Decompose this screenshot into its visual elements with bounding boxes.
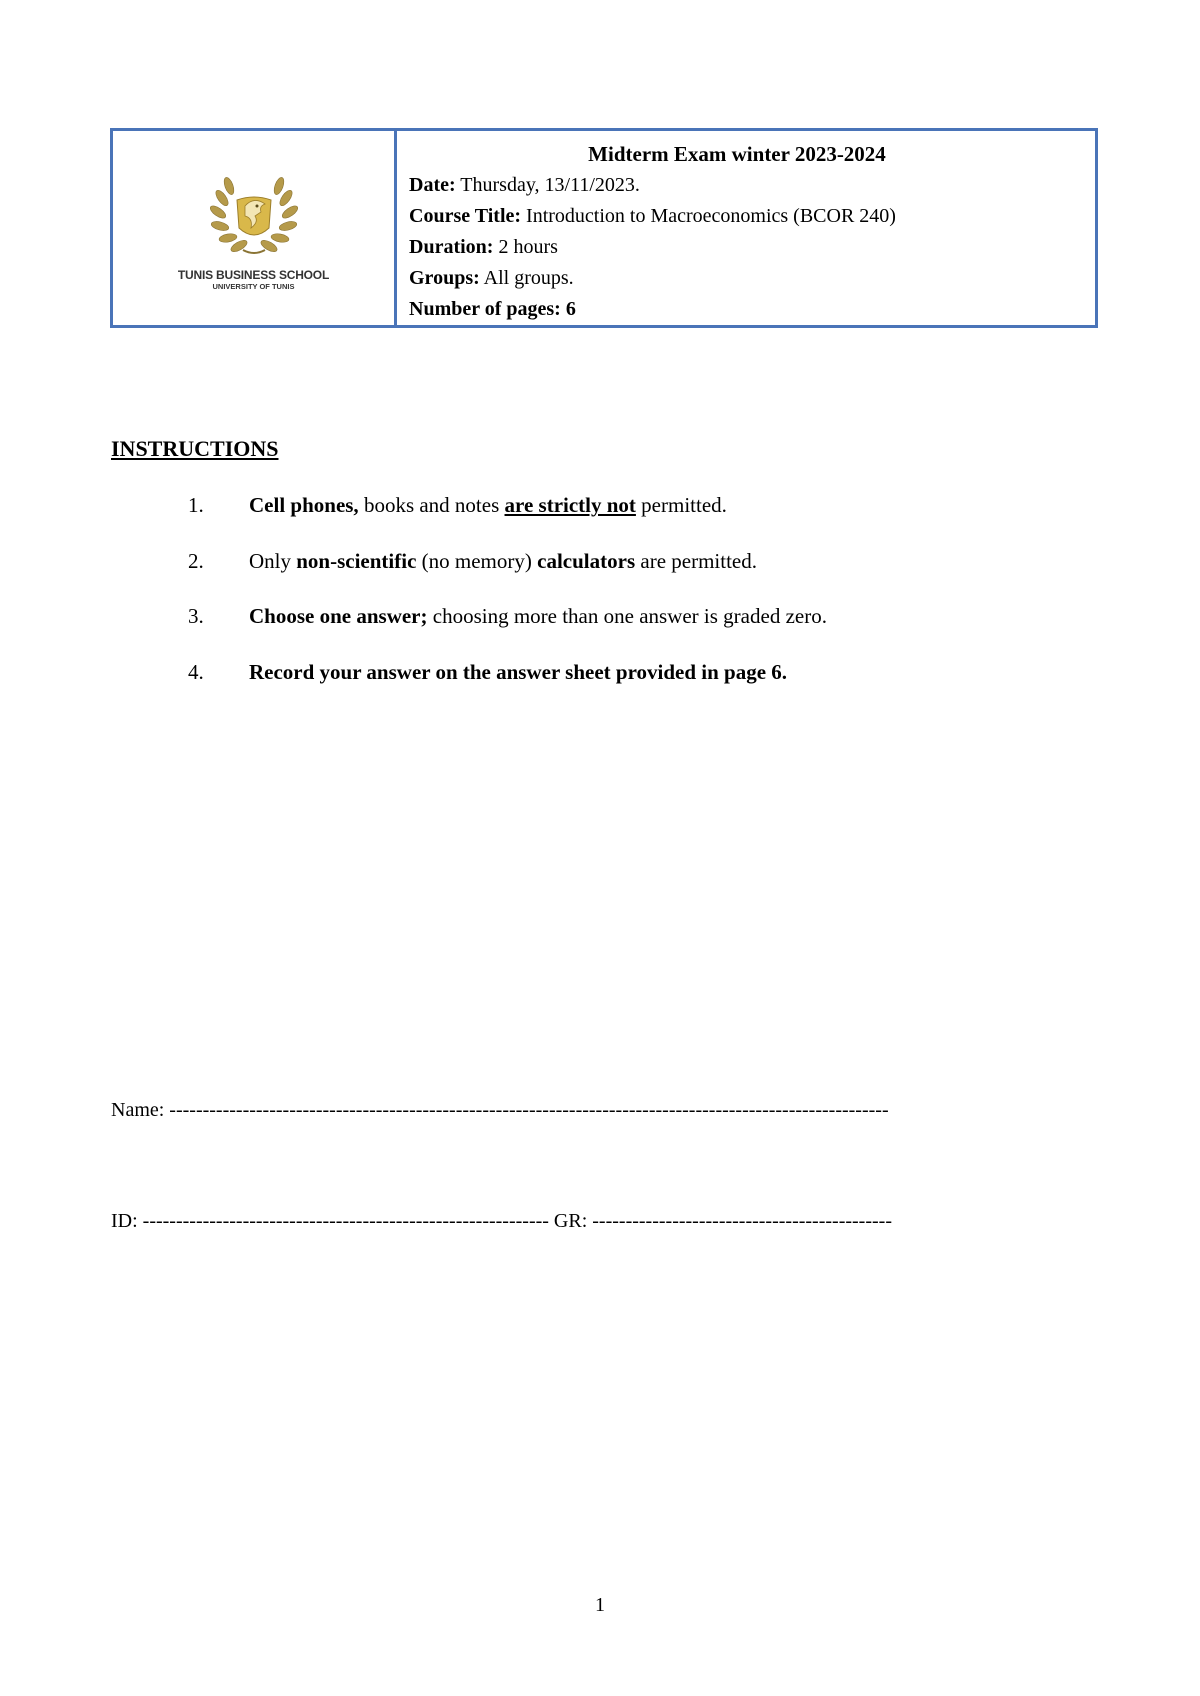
instruction-number: 2. [188,549,204,573]
instructions-heading: INSTRUCTIONS [111,436,279,461]
name-field[interactable]: Name: ------------------------------------------------------------------------------------------------------------ [111,1099,889,1121]
exam-header-table [110,128,1098,328]
exam-title: Midterm Exam winter 2023-2024 [588,142,886,166]
pages-row [409,294,1095,325]
instruction-bold-text: Record your answer on the answer sheet provided in page 6. [249,660,788,684]
pages-label: Number of pages: 6 [409,298,576,320]
duration-row [409,232,1095,263]
groups-label: Groups: [409,267,480,289]
eagle-laurel-emblem-icon [199,166,309,266]
instruction-bold-text: Choose one answer; [249,604,428,628]
instruction-text: are permitted. [635,549,757,573]
instruction-bold-text: calculators [537,549,636,573]
logo-school-name: TUNIS BUSINESS SCHOOL [177,267,330,282]
exam-info-cell [397,131,1095,325]
instruction-item [188,549,757,574]
instruction-item [188,493,727,518]
date-value: Thursday, 13/11/2023. [455,174,640,196]
exam-date-row [409,170,1095,201]
duration-value: 2 hours [493,236,558,258]
duration-label: Duration: [409,236,494,258]
instruction-text: choosing more than one answer is graded zero. [427,604,827,628]
logo-cell [113,131,397,325]
course-value: Introduction to Macroeconomics (BCOR 240) [521,205,896,227]
instruction-number: 4. [188,660,204,684]
logo-university-name: UNIVERSITY OF TUNIS [212,281,295,291]
groups-row [409,263,1095,294]
date-label: Date: [409,174,456,196]
instruction-emphasis-text: are strictly not [504,493,636,517]
instruction-bold-text: non-scientific [296,549,417,573]
id-group-field[interactable]: ID: ------------------------------------------------------------- GR: --------------------------------------------- [111,1210,892,1232]
instruction-text: Only [249,549,297,573]
instruction-text: (no memory) [416,549,538,573]
groups-value: All groups. [479,267,574,289]
instruction-number: 1. [188,493,204,517]
instruction-text: permitted. [635,493,727,517]
instruction-bold-text: Cell phones, [249,493,359,517]
instruction-text: books and notes [358,493,505,517]
course-title-row [409,201,1095,232]
page-number: 1 [595,1594,605,1616]
instruction-number: 3. [188,604,204,628]
instruction-item [188,604,827,629]
course-label: Course Title: [409,205,522,227]
instruction-item [188,660,787,685]
